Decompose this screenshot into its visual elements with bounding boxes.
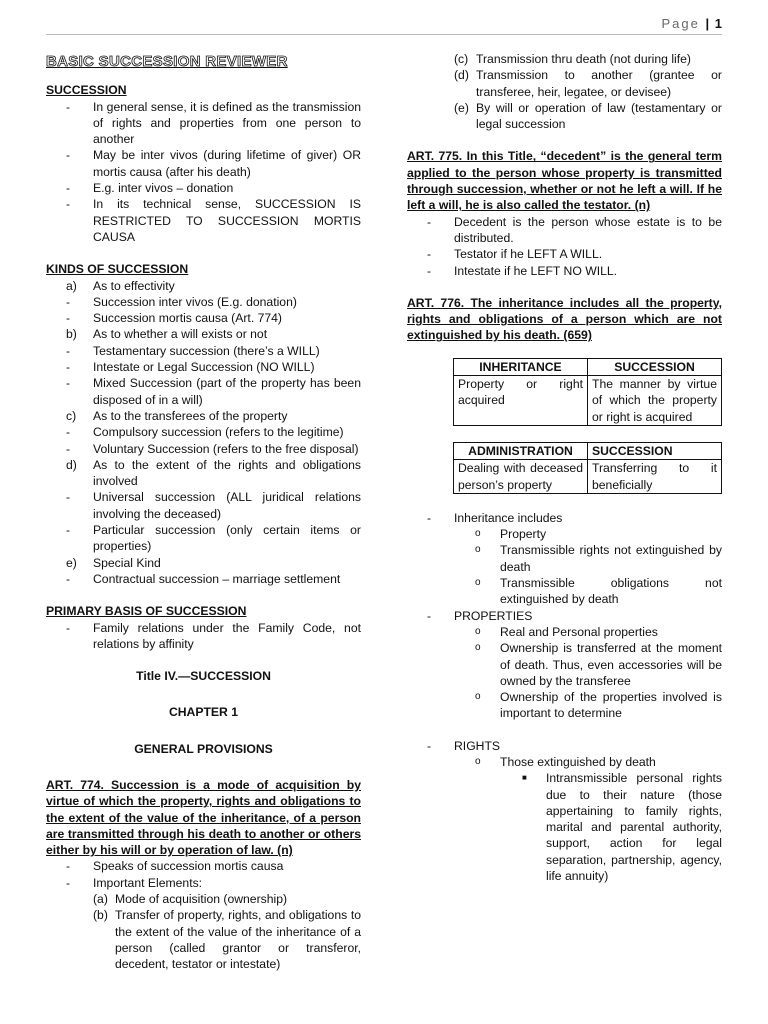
list-item: - Testamentary succession (there’s a WILL) [66, 343, 320, 358]
page-label: Page [661, 16, 700, 31]
document-title: BASIC SUCCESSION REVIEWER [46, 53, 288, 70]
list-item: - Inheritance includes [427, 510, 563, 525]
primary-basis-heading: PRIMARY BASIS OF SUCCESSION [46, 604, 247, 619]
page-header [662, 16, 723, 32]
list-item: - PROPERTIES [427, 608, 533, 623]
list-item: - Decedent is the person whose estate is to be distributed. [427, 214, 722, 245]
list-item: - Testator if he LEFT A WILL. [427, 247, 603, 262]
list-item: (d) Transmission to another (grantee or transferee, heir, legatee, or devisee) [454, 68, 722, 99]
inheritance-vs-succession-table [453, 358, 722, 426]
list-item: - In its technical sense, SUCCESSION IS RESTRICTED TO SUCCESSION MORTIS CAUSA [66, 197, 361, 244]
list-item: - Universal succession (ALL juridical relations involving the deceased) [66, 490, 361, 521]
list-item: (c) Transmission thru death (not during life) [454, 52, 691, 66]
header-rule [46, 34, 722, 35]
list-item: - Succession inter vivos (E.g. donation) [66, 294, 297, 309]
table-header: ADMINISTRATION [454, 442, 588, 459]
list-item: o Real and Personal properties [475, 624, 658, 639]
article-775: ART. 775. In this Title, “decedent” is the general term applied to the person whose property is transmitted through succession, whether or not he left a will. If he left a will, he is also called the testator. (n) [407, 149, 722, 213]
list-item: - May be inter vivos (during lifetime of giver) OR mortis causa (after his death) [66, 148, 361, 179]
list-item: - Intestate if he LEFT NO WILL. [427, 263, 618, 278]
list-item: - Family relations under the Family Code, not relations by affinity [66, 620, 361, 651]
list-item: (b) Transfer of property, rights, and obligations to the extent of the value of the inheritance of a person (called grantor or transferor, decedent, testator or intestate) [93, 908, 361, 972]
list-item: - Mixed Succession (part of the property has been disposed of in a will) [66, 376, 361, 407]
title-heading: Title IV.—SUCCESSION [136, 669, 271, 684]
list-item: - Compulsory succession (refers to the legitime) [66, 425, 344, 440]
table-cell: The manner by virtue of which the property or right is acquired [588, 376, 722, 426]
table-header: SUCCESSION [588, 442, 722, 459]
list-item: - Important Elements: [66, 875, 203, 890]
list-item: o Ownership is transferred at the moment of death. Thus, even accessories will be owned by the transferee [475, 641, 722, 688]
article-774: ART. 774. Succession is a mode of acquisition by virtue of which the property, rights and obligations to the extent of the value of the inheritance, of a person are transmitted through his death to another or others either by his will or by operation of law. (n) [46, 777, 361, 858]
table-row [454, 460, 722, 494]
right-column [407, 51, 722, 884]
list-item: (e) By will or operation of law (testamentary or legal succession [454, 100, 722, 132]
list-item: o Those extinguished by death [475, 754, 656, 769]
list-item: - E.g. inter vivos – donation [66, 181, 234, 196]
list-item: - Intestate or Legal Succession (NO WILL) [66, 360, 315, 375]
table-cell: Dealing with deceased person’s property [454, 460, 588, 494]
kinds-heading: KINDS OF SUCCESSION [46, 262, 189, 277]
left-column [46, 54, 361, 973]
table-header: INHERITANCE [454, 358, 588, 375]
list-item: e) Special Kind [66, 555, 161, 570]
list-item: o Transmissible obligations not extinguished by death [475, 576, 722, 607]
list-item: o Ownership of the properties involved is important to determine [475, 690, 722, 721]
list-item: b) As to whether a will exists or not [66, 327, 268, 342]
list-item: (a) Mode of acquisition (ownership) [93, 892, 288, 907]
table-cell: Transferring to it beneficially [588, 460, 722, 494]
chapter-heading: CHAPTER 1 [168, 705, 239, 720]
list-item: - Succession mortis causa (Art. 774) [66, 311, 282, 326]
list-item: - RIGHTS [427, 738, 501, 753]
list-item: - In general sense, it is defined as the transmission of rights and properties from one person to another [66, 99, 361, 147]
list-item: o Property [475, 527, 547, 542]
list-item: - Speaks of succession mortis causa [66, 859, 284, 874]
page-separator: | [705, 16, 710, 31]
article-776: ART. 776. The inheritance includes all the property, rights and obligations of a person which are not extinguished by his death. (659) [407, 295, 722, 343]
table-row [454, 376, 722, 426]
list-item: - Voluntary Succession (refers to the free disposal) [66, 441, 359, 456]
table-header: SUCCESSION [588, 358, 722, 375]
list-item: a) As to effectivity [66, 278, 175, 293]
table-cell: Property or right acquired [454, 376, 588, 426]
succession-heading: SUCCESSION [46, 83, 127, 98]
list-item: o Transmissible rights not extinguished by death [475, 543, 722, 574]
list-item: - Contractual succession – marriage settlement [66, 571, 341, 586]
list-item: c) As to the transferees of the property [66, 408, 288, 423]
list-item: ■ Intransmissible personal rights due to their nature (those appertaining to family rights, marital and parental authority, support, action for legal separation, partnership, agency, life annuity) [522, 771, 722, 884]
list-item: - Particular succession (only certain items or properties) [66, 523, 361, 554]
page-number: 1 [714, 16, 722, 31]
provisions-heading: GENERAL PROVISIONS [134, 741, 273, 756]
administration-vs-succession-table [453, 442, 722, 494]
list-item: d) As to the extent of the rights and obligations involved [66, 457, 361, 489]
